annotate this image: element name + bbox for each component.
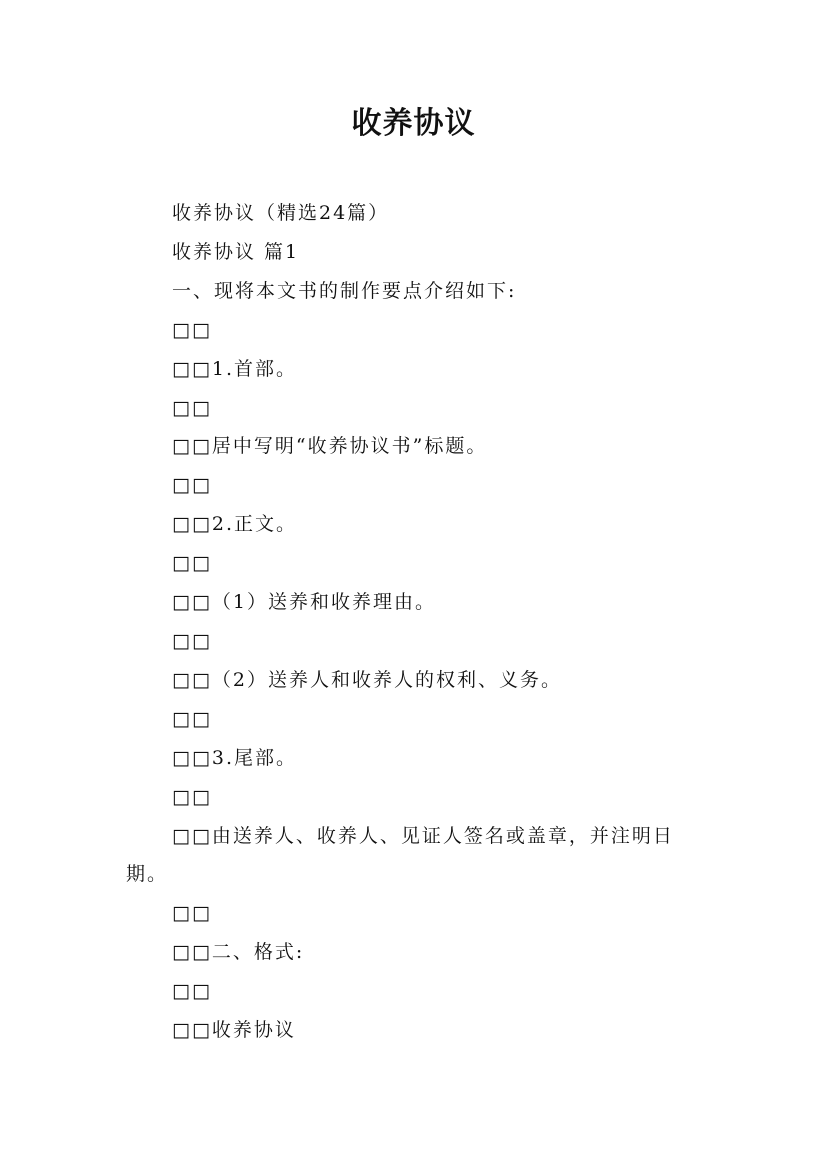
paragraph-blank-boxes: □□ bbox=[172, 629, 212, 652]
paragraph-format-heading: □□二、格式: bbox=[172, 941, 305, 964]
document-body bbox=[126, 194, 706, 1050]
paragraph-title-instruction: □□居中写明“收养协议书”标题。 bbox=[172, 435, 488, 458]
paragraph-section-heading: 收养协议 篇1 bbox=[172, 240, 300, 263]
paragraph-ending-part: □□3.尾部。 bbox=[172, 746, 298, 769]
paragraph-blank-boxes: □□ bbox=[172, 552, 212, 575]
paragraph-intro: 一、现将本文书的制作要点介绍如下: bbox=[172, 279, 517, 302]
paragraph-blank-boxes: □□ bbox=[172, 980, 212, 1003]
paragraph-body-part: □□2.正文。 bbox=[172, 513, 298, 536]
paragraph-subtitle: 收养协议（精选24篇） bbox=[172, 202, 390, 224]
paragraph-blank-boxes: □□ bbox=[172, 902, 212, 925]
paragraph-blank-boxes: □□ bbox=[172, 318, 212, 341]
paragraph-signature-instruction: □□由送养人、收养人、见证人签名或盖章，并注明日期。 bbox=[126, 824, 674, 886]
paragraph-rights-duties: □□（2）送养人和收养人的权利、义务。 bbox=[172, 668, 562, 691]
paragraph-blank-boxes: □□ bbox=[172, 707, 212, 730]
paragraph-header-part: □□1.首部。 bbox=[172, 357, 298, 380]
paragraph-reason: □□（1）送养和收养理由。 bbox=[172, 591, 436, 614]
document-title: 收养协议 bbox=[351, 106, 476, 141]
paragraph-blank-boxes: □□ bbox=[172, 785, 212, 808]
paragraph-blank-boxes: □□ bbox=[172, 474, 212, 497]
paragraph-format-title: □□收养协议 bbox=[172, 1019, 296, 1042]
paragraph-blank-boxes: □□ bbox=[172, 396, 212, 419]
